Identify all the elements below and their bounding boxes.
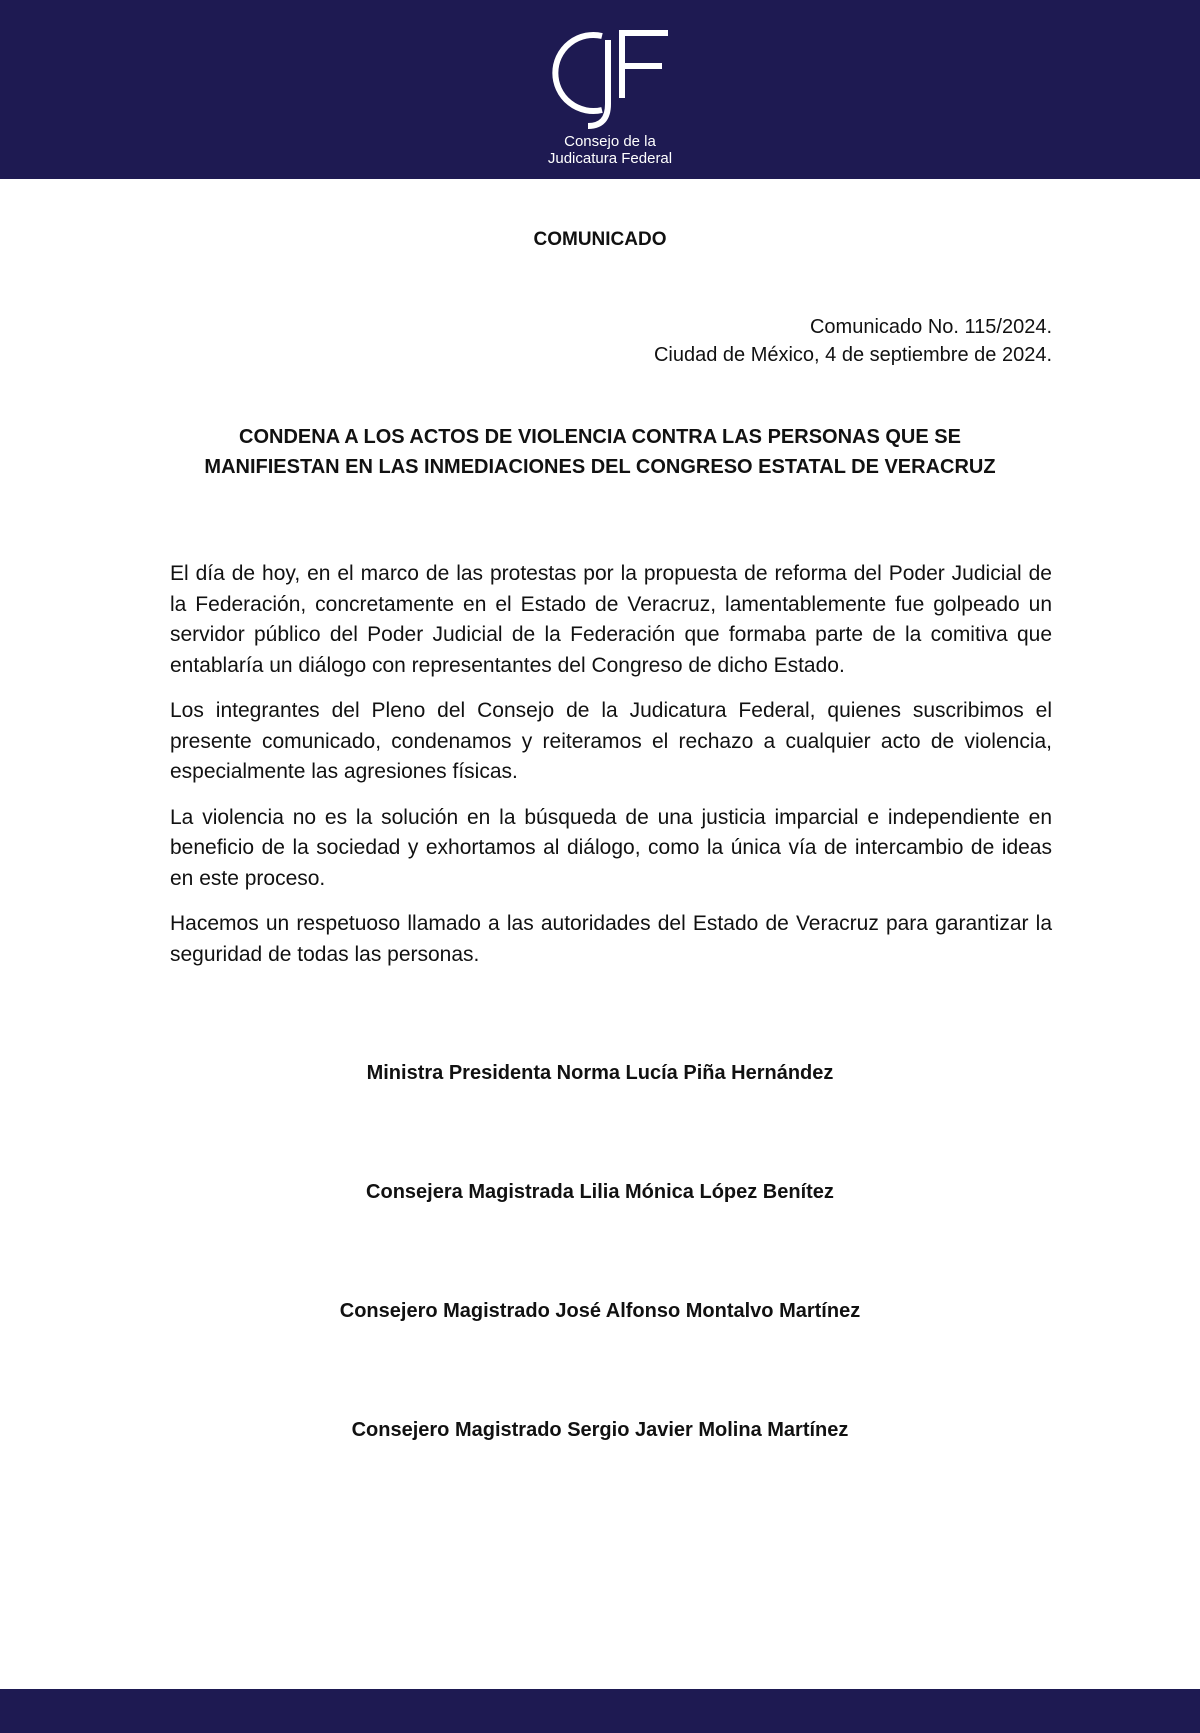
signatory-1: Ministra Presidenta Norma Lucía Piña Hernández (366, 1062, 834, 1084)
signatory-3: Consejero Magistrado José Alfonso Montalvo Martínez (339, 1300, 861, 1322)
header-banner (0, 0, 1200, 179)
cjf-monogram-icon (550, 26, 670, 132)
signatory-2: Consejera Magistrada Lilia Mónica López Benítez (366, 1181, 834, 1203)
body-paragraph: El día de hoy, en el marco de las protestas por la propuesta de reforma del Poder Judicial de la Federación, concretamente en el Estado de Veracruz, lamentablemente fue golpeado un servidor público del Poder Judicial de la Federación que formaba parte de la comitiva que entablaría un diálogo con representantes del Congreso de dicho Estado. (170, 562, 1052, 677)
org-name-line2: Judicatura Federal (547, 150, 673, 167)
document-title (150, 422, 1050, 482)
title-line-1: CONDENA A LOS ACTOS DE VIOLENCIA CONTRA LAS PERSONAS QUE SE (239, 426, 961, 448)
place-and-date: Ciudad de México, 4 de septiembre de 2024. (653, 344, 1052, 366)
org-name (520, 133, 700, 167)
document-reference (654, 313, 1052, 369)
body-paragraph: Los integrantes del Pleno del Consejo de la Judicatura Federal, quienes suscribimos el presente comunicado, condenamos y reiteramos el rechazo a cualquier acto de violencia, especialmente las agresiones físicas. (170, 699, 1052, 783)
footer-banner (0, 1689, 1200, 1733)
org-name-line1: Consejo de la (564, 133, 656, 150)
body-paragraph: La violencia no es la solución en la búsqueda de una justicia imparcial e independiente en beneficio de la sociedad y exhortamos al diálogo, como la única vía de intercambio de ideas en este proceso. (170, 805, 1052, 890)
document-heading: COMUNICADO (533, 229, 667, 250)
body-paragraph: Hacemos un respetuoso llamado a las autoridades del Estado de Veracruz para garantizar la seguridad de todas las personas. (170, 912, 1052, 966)
communique-number: Comunicado No. 115/2024. (809, 316, 1052, 338)
cjf-logo (520, 26, 700, 171)
signatory-4: Consejero Magistrado Sergio Javier Molina Martínez (351, 1419, 849, 1441)
title-line-2: MANIFIESTAN EN LAS INMEDIACIONES DEL CONGRESO ESTATAL DE VERACRUZ (204, 456, 996, 478)
document-body (170, 559, 1052, 985)
